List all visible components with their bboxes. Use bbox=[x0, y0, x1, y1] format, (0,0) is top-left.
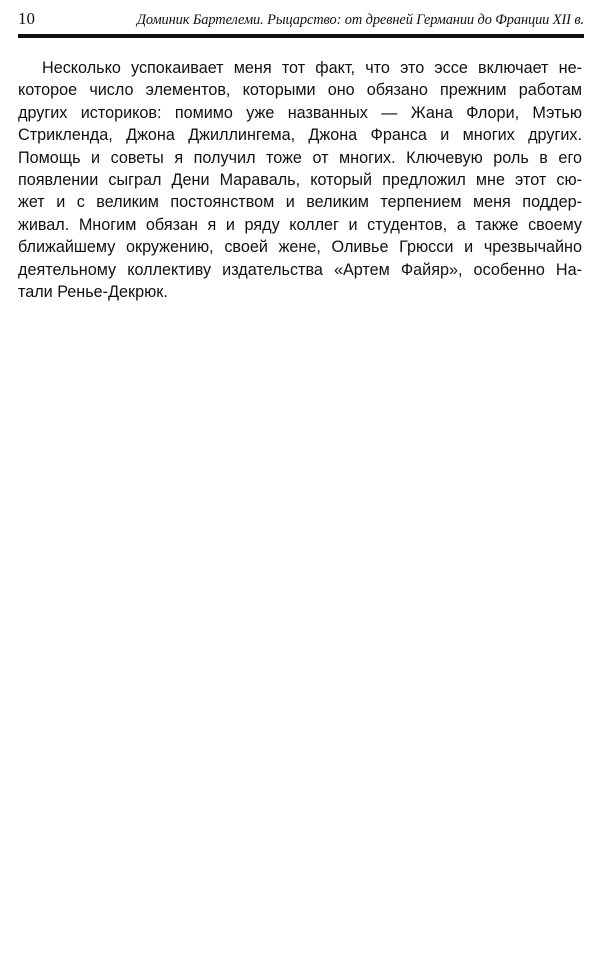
paragraph-line: Несколько успокаивает меня тот факт, что это эссе включает не- bbox=[42, 59, 582, 77]
running-title: Доминик Бартелеми. Рыцарство: от древней Германии до Франции XII в. bbox=[136, 12, 584, 28]
paragraph-line: Помощь и советы я получил тоже от многих. Ключевую роль в его bbox=[18, 148, 582, 167]
paragraph-line: ближайшему окружению, своей жене, Оливье Грюсси и чрезвычайно bbox=[18, 238, 582, 257]
paragraph-line: тали Ренье-Декрюк. bbox=[18, 283, 168, 302]
header-rule bbox=[18, 34, 584, 38]
paragraph-line: появлении сыграл Дени Мараваль, который предложил мне этот сю- bbox=[18, 171, 582, 190]
paragraph-line: живал. Многим обязан я и ряду коллег и студентов, а также своему bbox=[18, 215, 582, 234]
paragraph-line: которое число элементов, которыми оно обязано прежним работам bbox=[18, 81, 582, 100]
paragraph-line: жет и с великим постоянством и великим терпением меня поддер- bbox=[18, 193, 582, 212]
running-header bbox=[18, 9, 584, 35]
paragraph-line: Стрикленда, Джона Джиллингема, Джона Франса и многих других. bbox=[18, 126, 582, 145]
page-number: 10 bbox=[18, 9, 35, 28]
paragraph-line: деятельному коллективу издательства «Артем Файяр», особенно На- bbox=[18, 260, 582, 279]
body-paragraph bbox=[18, 57, 582, 303]
paragraph-line: других историков: помимо уже названных — Жана Флори, Мэтью bbox=[18, 103, 582, 122]
